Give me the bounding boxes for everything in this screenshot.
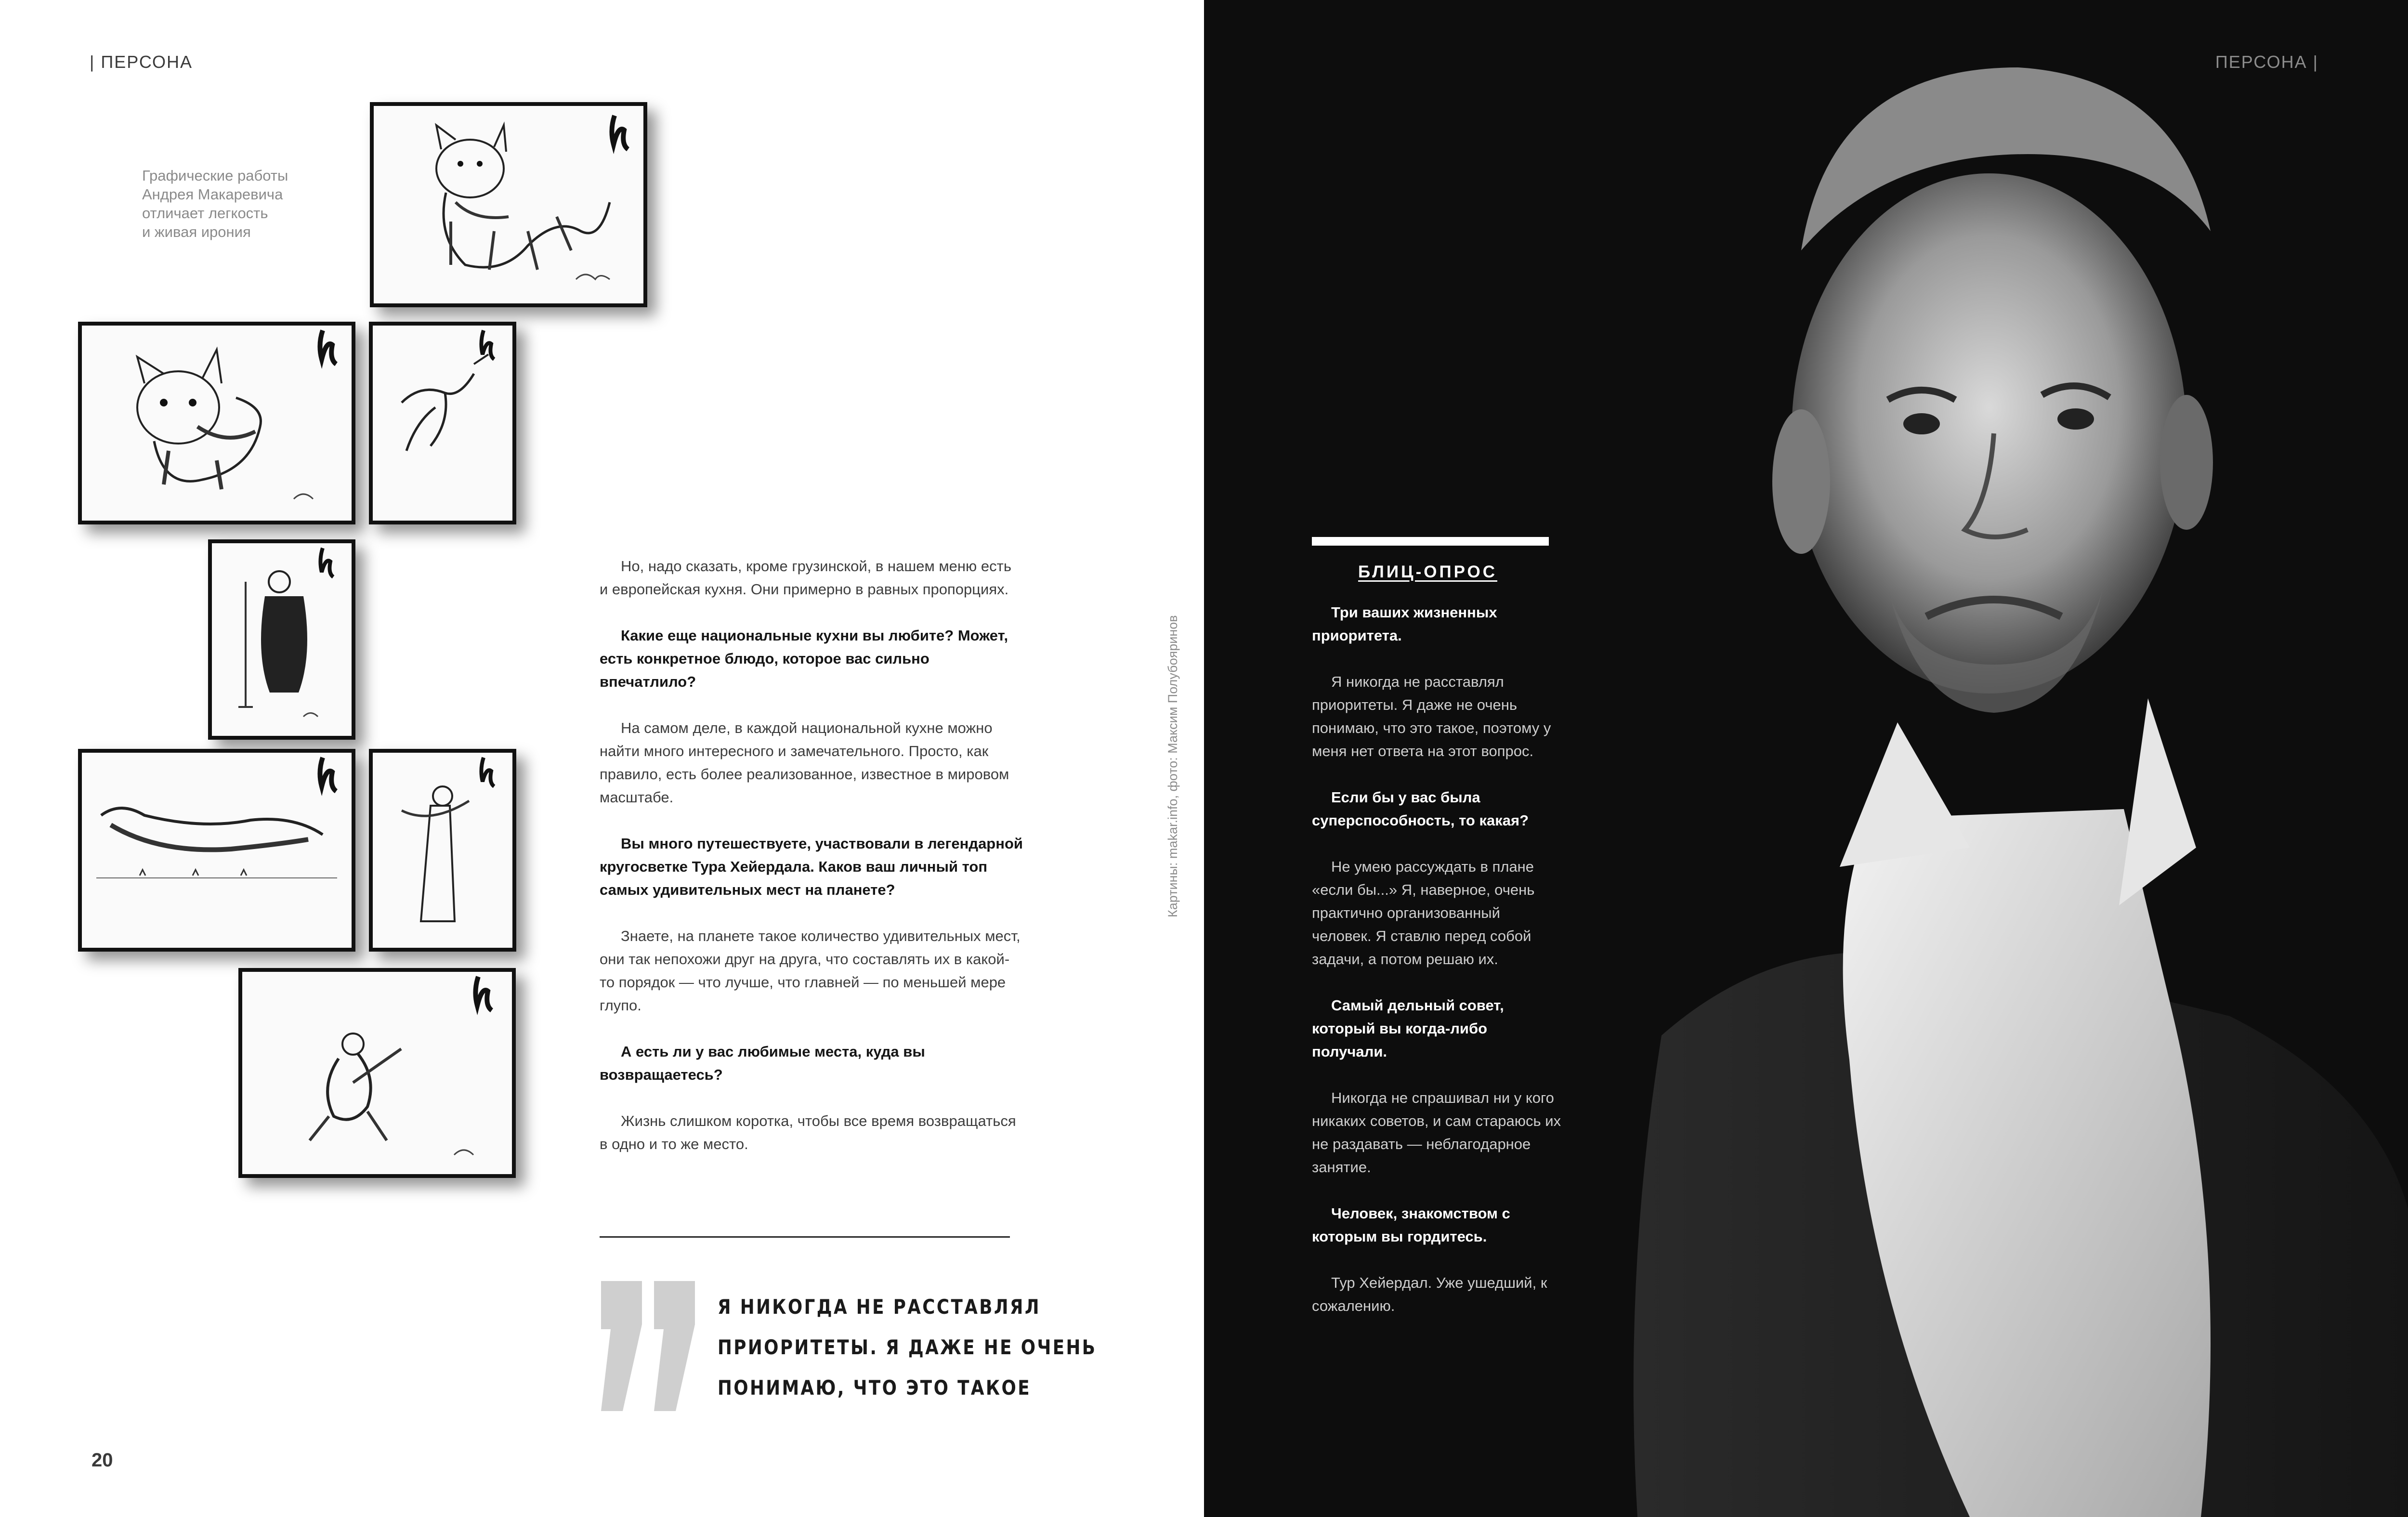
interview-answer: Знаете, на планете такое количество удивительных мест, они так непохожи друг на друга, что составлять их в какой-то порядок — что лучше, что главней — по меньшей мере глупо.: [600, 928, 1021, 1014]
caption-line: Графические работы: [142, 167, 288, 184]
divider: [600, 1236, 1010, 1238]
page-number: 20: [92, 1450, 113, 1471]
interview-text: [600, 555, 1023, 1179]
pull-quote-line: Я НИКОГДА НЕ РАССТАВЛЯЛ: [718, 1295, 1041, 1319]
artwork-frame-stretching-cat: [78, 749, 355, 952]
interview-question: Какие еще национальные кухни вы любите? Может, есть конкретное блюдо, которое вас сильно впечатлило?: [600, 627, 1008, 690]
caption-line: Андрея Макаревича: [142, 186, 283, 203]
singer-icon: [212, 543, 352, 736]
section-label-right: ПЕРСОНА |: [2215, 52, 2318, 72]
artwork-frame-bird: [369, 322, 516, 524]
cat-icon: [374, 106, 643, 303]
artwork-frame-guitarist: [238, 968, 516, 1178]
blitz-question: Самый дельный совет, который вы когда-либо получали.: [1312, 997, 1504, 1060]
interview-answer: Но, надо сказать, кроме грузинской, в нашем меню есть и европейская кухня. Они примерно в равных пропорциях.: [600, 558, 1011, 598]
blitz-answer: Тур Хейердал. Уже ушедший, к сожалению.: [1312, 1274, 1547, 1314]
interview-question: А есть ли у вас любимые места, куда вы возвращаетесь?: [600, 1043, 925, 1083]
artwork-frame-kitten: [78, 322, 355, 524]
musician-icon: [373, 753, 512, 948]
artwork-frame-singer: [208, 539, 355, 740]
interview-answer: На самом деле, в каждой национальной кухне можно найти много интересного и замечательного. Просто, как правило, есть более реализованное, известное в мировом масштабе.: [600, 719, 1009, 806]
interview-answer: Жизнь слишком коротка, чтобы все время возвращаться в одно и то же место.: [600, 1112, 1016, 1152]
caption-line: отличает легкость: [142, 205, 268, 222]
blitz-answer: Никогда не спрашивал ни у кого никаких советов, и сам стараюсь их не раздавать — неблагодарное занятие.: [1312, 1089, 1561, 1176]
bird-icon: [373, 326, 512, 521]
section-label-left: | ПЕРСОНА: [90, 52, 193, 72]
pull-quote: [718, 1287, 1097, 1408]
quote-mark-icon: [596, 1281, 702, 1411]
blitz-answer: Я никогда не расставлял приоритеты. Я даже не очень понимаю, что это такое, поэтому у меня нет ответа на этот вопрос.: [1312, 673, 1551, 759]
stretching-cat-icon: [82, 753, 352, 948]
kitten-icon: [82, 326, 352, 521]
blitz-quiz: [1312, 601, 1562, 1341]
blitz-bar: [1312, 537, 1549, 546]
artwork-frame-cat: [370, 102, 647, 307]
artwork-caption: [142, 166, 325, 241]
blitz-answer: Не умею рассуждать в плане «если бы...» Я, наверное, очень практично организованный человек. Я ставлю перед собой задачи, а потом решаю их.: [1312, 858, 1535, 968]
blitz-title: БЛИЦ-ОПРОС: [1358, 562, 1497, 581]
interview-question: Вы много путешествуете, участвовали в легендарной кругосветке Тура Хейердала. Каков ваш личный топ самых удивительных мест на планете?: [600, 835, 1023, 898]
photo-credit: Картины: makar.info, фото: Максим Полубояринов: [1165, 615, 1180, 917]
blitz-question: Три ваших жизненных приоритета.: [1312, 604, 1497, 644]
blitz-question: Если бы у вас была суперспособность, то какая?: [1312, 789, 1529, 829]
caption-line: и живая ирония: [142, 223, 251, 240]
artwork-frame-musician: [369, 749, 516, 952]
pull-quote-line: ПРИОРИТЕТЫ. Я ДАЖЕ НЕ ОЧЕНЬ: [718, 1335, 1097, 1359]
blitz-question: Человек, знакомством с которым вы гордитесь.: [1312, 1205, 1510, 1245]
pull-quote-line: ПОНИМАЮ, ЧТО ЭТО ТАКОЕ: [718, 1376, 1032, 1399]
guitarist-icon: [242, 972, 512, 1174]
